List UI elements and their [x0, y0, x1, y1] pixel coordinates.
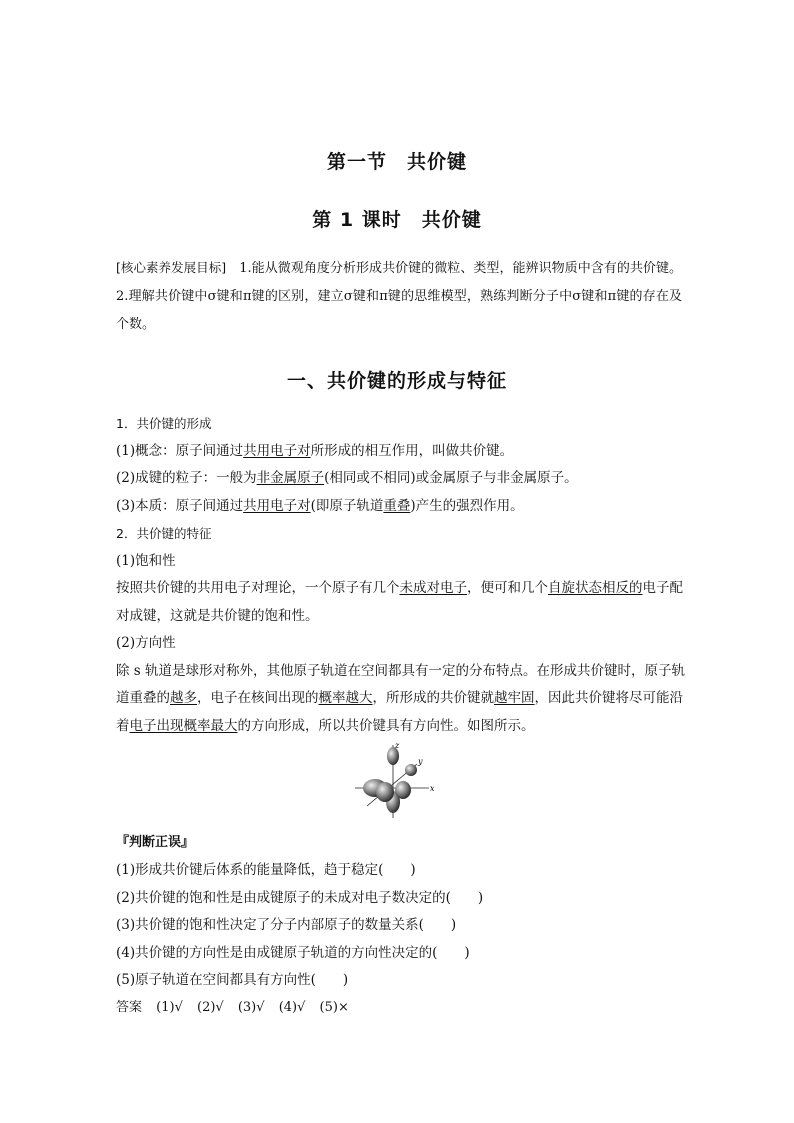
- underlined-term: 越多: [170, 690, 197, 706]
- text: ，因此共价键将尽可能沿着: [116, 690, 683, 734]
- underlined-term: 共用电子对: [243, 497, 311, 514]
- text: 电子配对成键，这就是共价键的饱和性。: [116, 580, 683, 624]
- axis-label-y: y: [418, 757, 423, 766]
- underlined-term: 重叠: [383, 497, 411, 514]
- particles-line: [116, 465, 686, 493]
- orbital-lobe: [395, 781, 411, 799]
- answer-item: (3)√: [237, 1000, 265, 1015]
- answer-label: 答案: [116, 1000, 143, 1015]
- underlined-term: 未成对电子: [399, 580, 467, 596]
- axis-label-x: x: [430, 784, 435, 793]
- saturation-title: (1)饱和性: [116, 552, 176, 569]
- saturation-paragraph: [116, 575, 686, 630]
- underlined-term: 概率越大: [318, 690, 373, 706]
- content-body: [116, 410, 686, 740]
- underlined-term: 自旋状态相反的: [548, 580, 643, 596]
- judge-item: (5)原子轨道在空间都具有方向性( ): [116, 972, 349, 988]
- judge-item: (4)共价键的方向性是由成键原子轨道的方向性决定的( ): [116, 944, 470, 961]
- goals-label: [核心素养发展目标]: [116, 260, 227, 275]
- answer-line: [116, 996, 359, 1015]
- judge-item: (3)共价键的饱和性决定了分子内部原子的数量关系( ): [116, 917, 457, 933]
- axis-label-z: z: [395, 741, 400, 750]
- heading-features: 2．共价键的特征: [116, 526, 212, 541]
- judge-list: [116, 857, 686, 995]
- direction-title: (2)方向性: [116, 635, 176, 651]
- answer-item: (1)√: [156, 1000, 183, 1015]
- underlined-term: 电子出现概率最大: [129, 717, 238, 734]
- judge-title: 『判断正误』: [116, 835, 195, 850]
- underlined-term: 共用电子对: [243, 442, 311, 459]
- text: (1)概念：原子间通过: [116, 442, 244, 459]
- text: 除 s 轨道是球形对称外，其他原子轨道在空间都具有一定的分布特点。在形成共价键时，原子轨道重叠的: [116, 662, 686, 706]
- direction-paragraph: [116, 658, 686, 741]
- answer-item: (4)√: [278, 1000, 306, 1015]
- underlined-term: 非金属原子: [256, 470, 325, 486]
- goals-text: 1.能从微观角度分析形成共价键的微粒、类型，能辨识物质中含有的共价键。2.理解共价键中σ键和π键的区别，建立σ键和π键的思维模型，熟练判断分子中σ键和π键的存在及个数。: [116, 261, 682, 332]
- text: ，所形成的共价键就: [372, 690, 494, 706]
- part-title: 一、共价键的形成与特征: [286, 370, 507, 392]
- orbital-lobe: [376, 782, 394, 802]
- answer-item: (2)√: [197, 1000, 224, 1015]
- text: (相同或不相同)或金属原子与非金属原子。: [324, 470, 578, 486]
- text: 的方向形成，所以共价键具有方向性。如图所示。: [237, 717, 535, 734]
- lesson-title: 第 1 课时 共价键: [312, 209, 482, 231]
- text: 按照共价键的共用电子对理论，一个原子有几个: [116, 580, 400, 596]
- text: )产生的强烈作用。: [410, 497, 524, 514]
- underlined-term: 越牢固: [494, 690, 535, 706]
- judge-item: (2)共价键的饱和性是由成键原子的未成对电子数决定的( ): [116, 889, 484, 906]
- text: 所形成的相互作用，叫做共价键。: [310, 442, 514, 459]
- text: (即原子轨道: [310, 497, 384, 514]
- learning-goals: [116, 254, 682, 339]
- orbital-lobe: [405, 764, 417, 776]
- text: ，电子在核间出现的: [197, 690, 319, 706]
- heading-formation: 1．共价键的形成: [116, 416, 212, 431]
- section-title: 第一节 共价键: [326, 151, 467, 173]
- concept-line: [116, 438, 686, 466]
- text: ，便可和几个: [467, 580, 548, 596]
- judge-item: (1)形成共价键后体系的能量降低，趋于稳定( ): [116, 862, 416, 878]
- text: (2)成键的粒子：一般为: [116, 470, 257, 486]
- orbital-overlap-figure: [345, 740, 445, 820]
- answer-item: (5)×: [319, 1000, 349, 1015]
- text: (3)本质：原子间通过: [116, 497, 244, 514]
- essence-line: [116, 493, 686, 521]
